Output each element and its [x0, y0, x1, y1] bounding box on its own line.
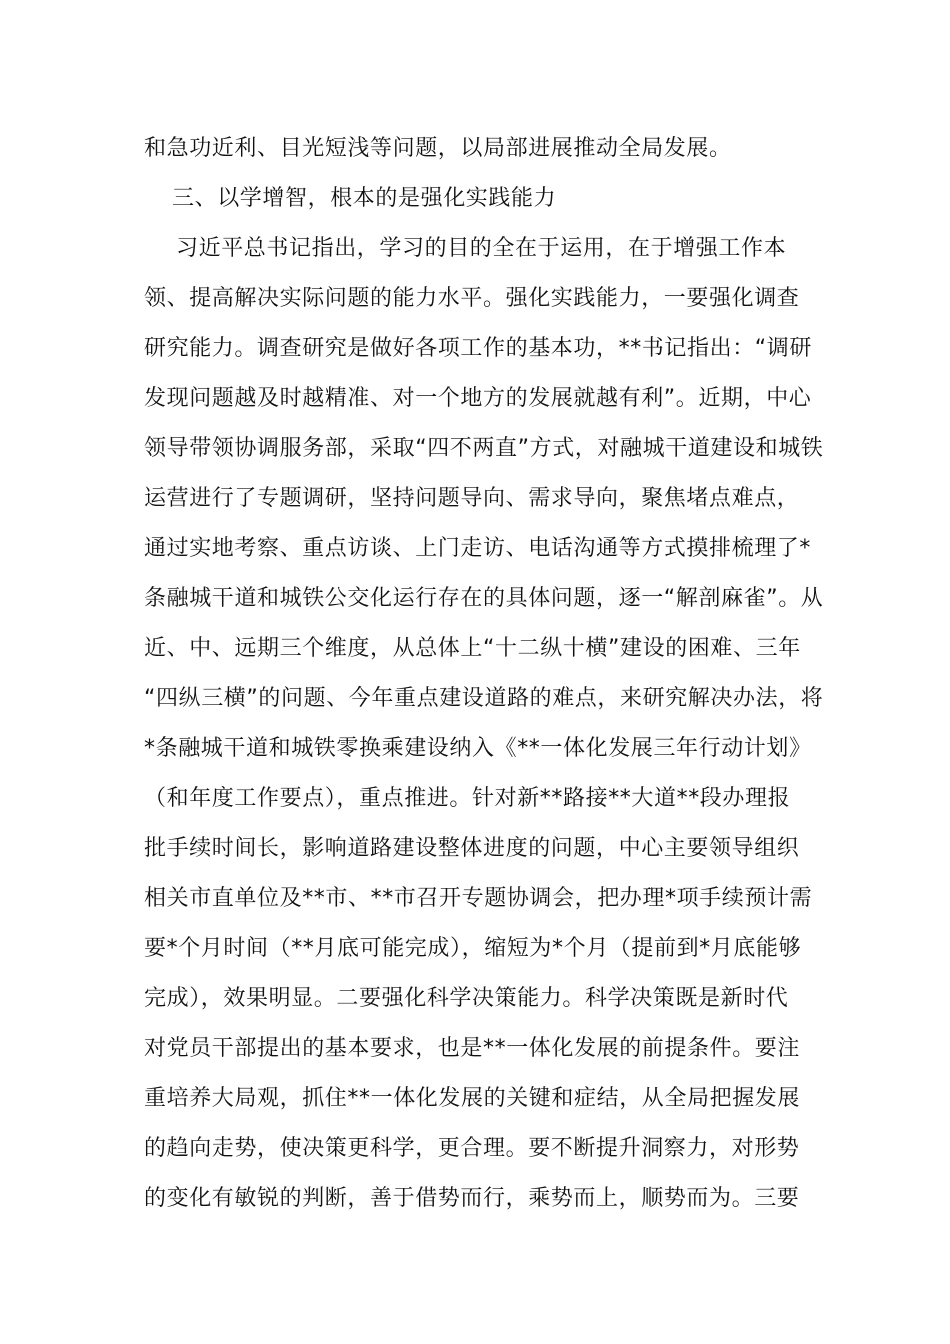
text-line: 批手续时间长，影响道路建设整体进度的问题，中心主要领导组织	[144, 836, 800, 861]
text-line: 要*个月时间（**月底可能完成），缩短为*个月（提前到*月底能够	[144, 936, 802, 961]
text-line: 重培养大局观，抓住**一体化发展的关键和症结，从全局把握发展	[144, 1086, 801, 1111]
text-line: 的趋向走势，使决策更科学，更合理。要不断提升洞察力，对形势	[144, 1136, 800, 1161]
text-line: 的变化有敏锐的判断，善于借势而行，乘势而上，顺势而为。三要	[144, 1186, 800, 1211]
section-heading: 三、以学增智，根本的是强化实践能力	[172, 186, 557, 211]
text-line: （和年度工作要点），重点推进。针对新**路接**大道**段办理报	[144, 786, 791, 811]
text-line: 完成），效果明显。二要强化科学决策能力。科学决策既是新时代	[144, 986, 789, 1011]
text-line: 发现问题越及时越精准、对一个地方的发展就越有利”。近期，中心	[144, 386, 812, 411]
text-line: 相关市直单位及**市、**市召开专题协调会，把办理*项手续预计需	[144, 886, 813, 911]
text-line: “四纵三横”的问题、今年重点建设道路的难点，来研究解决办法，将	[144, 686, 824, 711]
text-line: 领导带领协调服务部，采取“四不两直”方式，对融城干道建设和城铁	[144, 436, 824, 461]
text-line: *条融城干道和城铁零换乘建设纳入《**一体化发展三年行动计划》	[144, 736, 812, 761]
text-line: 研究能力。调查研究是做好各项工作的基本功，**书记指出：“调研	[144, 336, 812, 361]
text-line: 领、提高解决实际问题的能力水平。强化实践能力，一要强化调查	[144, 286, 800, 311]
text-line: 条融城干道和城铁公交化运行存在的具体问题，逐一“解剖麻雀”。从	[144, 586, 824, 611]
paragraph-first-line: 习近平总书记指出，学习的目的全在于运用，在于增强工作本	[176, 236, 787, 261]
text-line: 和急功近利、目光短浅等问题，以局部进展推动全局发展。	[144, 136, 732, 161]
text-line: 近、中、远期三个维度，从总体上“十二纵十横”建设的困难、三年	[144, 636, 801, 661]
text-line: 对党员干部提出的基本要求，也是**一体化发展的前提条件。要注	[144, 1036, 801, 1061]
text-line: 运营进行了专题调研，坚持问题导向、需求导向，聚焦堵点难点，	[144, 486, 800, 511]
text-line: 通过实地考察、重点访谈、上门走访、电话沟通等方式摸排梳理了*	[144, 536, 812, 561]
